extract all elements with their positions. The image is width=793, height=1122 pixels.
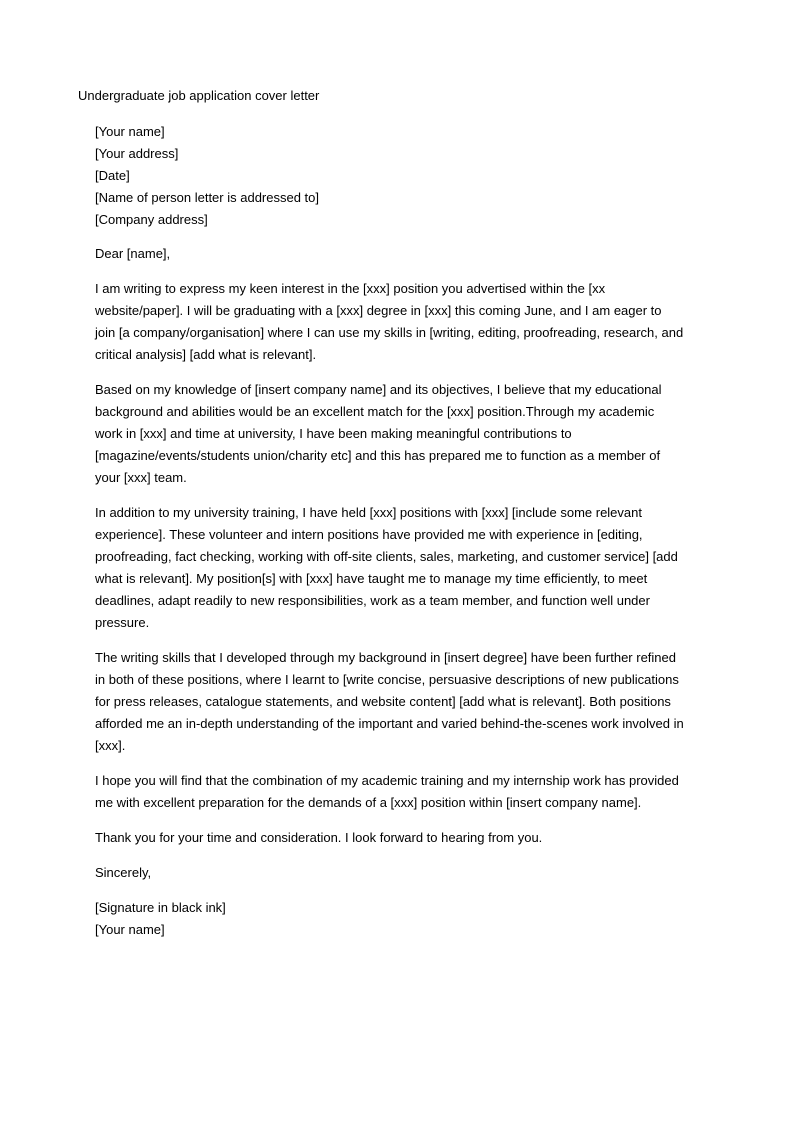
signature-line-your-name: [Your name] — [95, 922, 165, 937]
address-line-your-name: [Your name] — [95, 124, 165, 139]
body-paragraph-5: I hope you will find that the combination of my academic training and my internship work has provided me with excellent preparation for the demands of a [xxx] position within [insert company name]. — [95, 773, 679, 810]
address-block — [95, 121, 685, 231]
body-paragraph-3: In addition to my university training, I have held [xxx] positions with [xxx] [include some relevant experience]. These volunteer and intern positions have provided me with experience in [editing, proofreading, fact checking, working with off-site clients, sales, marketing, and customer service] [add what is relevant]. My position[s] with [xxx] have taught me to manage my time efficiently, to meet deadlines, adapt readily to new responsibilities, work as a team member, and function well under pressure. — [95, 505, 678, 630]
closing: Sincerely, — [95, 865, 152, 880]
address-line-your-address: [Your address] — [95, 146, 179, 161]
address-line-recipient-name: [Name of person letter is addressed to] — [95, 190, 320, 205]
signature-line-ink: [Signature in black ink] — [95, 900, 226, 915]
body-paragraph-1: I am writing to express my keen interest in the [xxx] position you advertised within the [xx website/paper]. I will be graduating with a [xxx] degree in [xxx] this coming June, and I am eager to join [a company/organisation] where I can use my skills in [writing, editing, proofreading, research, and critical analysis] [add what is relevant]. — [95, 281, 684, 362]
body-paragraph-4: The writing skills that I developed through my background in [insert degree] have been further refined in both of these positions, where I learnt to [write concise, persuasive descriptions of new publications for press releases, catalogue statements, and website content] [add what is relevant]. Both positions afforded me an in-depth understanding of the important and varied behind-the-scenes work involved in [xxx]. — [95, 650, 684, 753]
page-title: Undergraduate job application cover letter — [78, 88, 320, 103]
body-paragraph-6: Thank you for your time and consideration. I look forward to hearing from you. — [95, 830, 543, 845]
letter-body — [95, 121, 685, 941]
address-line-date: [Date] — [95, 168, 130, 183]
salutation: Dear [name], — [95, 246, 171, 261]
signature-block — [95, 897, 685, 941]
body-paragraph-2: Based on my knowledge of [insert company name] and its objectives, I believe that my educational background and abilities would be an excellent match for the [xxx] position.Through my academic work in [xxx] and time at university, I have been making meaningful contributions to [magazine/events/students union/charity etc] and this has prepared me to function as a member of your [xxx] team. — [95, 382, 662, 485]
address-line-company-address: [Company address] — [95, 212, 208, 227]
